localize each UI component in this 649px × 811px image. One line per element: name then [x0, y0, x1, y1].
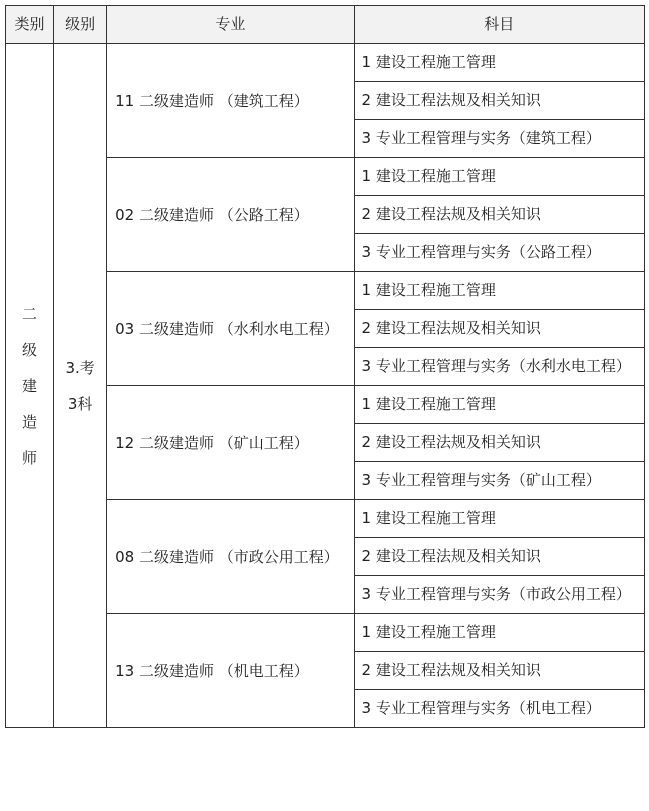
major-cell: 02 二级建造师 （公路工程）	[107, 158, 354, 272]
major-cell: 03 二级建造师 （水利水电工程）	[107, 272, 354, 386]
subject-cell: 3 专业工程管理与实务（矿山工程）	[354, 462, 644, 500]
subject-cell: 2 建设工程法规及相关知识	[354, 82, 644, 120]
subject-cell: 1 建设工程施工管理	[354, 386, 644, 424]
table-row	[6, 44, 645, 82]
subject-cell: 2 建设工程法规及相关知识	[354, 196, 644, 234]
level-text: 3.考3科	[65, 358, 95, 413]
major-cell: 08 二级建造师 （市政公用工程）	[107, 500, 354, 614]
subject-cell: 2 建设工程法规及相关知识	[354, 538, 644, 576]
subject-cell: 3 专业工程管理与实务（水利水电工程）	[354, 348, 644, 386]
subject-cell: 3 专业工程管理与实务（建筑工程）	[354, 120, 644, 158]
header-row	[6, 6, 645, 44]
level-cell	[54, 44, 107, 728]
category-text: 二级建造师	[22, 304, 38, 467]
subject-cell: 2 建设工程法规及相关知识	[354, 310, 644, 348]
subject-cell: 2 建设工程法规及相关知识	[354, 652, 644, 690]
major-cell: 11 二级建造师 （建筑工程）	[107, 44, 354, 158]
exam-subjects-table	[5, 5, 645, 728]
subject-cell: 3 专业工程管理与实务（公路工程）	[354, 234, 644, 272]
subject-cell: 1 建设工程施工管理	[354, 272, 644, 310]
category-cell	[6, 44, 54, 728]
subject-cell: 1 建设工程施工管理	[354, 44, 644, 82]
major-cell: 12 二级建造师 （矿山工程）	[107, 386, 354, 500]
subject-cell: 3 专业工程管理与实务（市政公用工程）	[354, 576, 644, 614]
header-major: 专业	[107, 6, 354, 44]
major-cell: 13 二级建造师 （机电工程）	[107, 614, 354, 728]
header-subject: 科目	[354, 6, 644, 44]
subject-cell: 1 建设工程施工管理	[354, 500, 644, 538]
header-category: 类别	[6, 6, 54, 44]
subject-cell: 1 建设工程施工管理	[354, 158, 644, 196]
subject-cell: 3 专业工程管理与实务（机电工程）	[354, 690, 644, 728]
table-body	[6, 44, 645, 728]
subject-cell: 1 建设工程施工管理	[354, 614, 644, 652]
subject-cell: 2 建设工程法规及相关知识	[354, 424, 644, 462]
header-level: 级别	[54, 6, 107, 44]
